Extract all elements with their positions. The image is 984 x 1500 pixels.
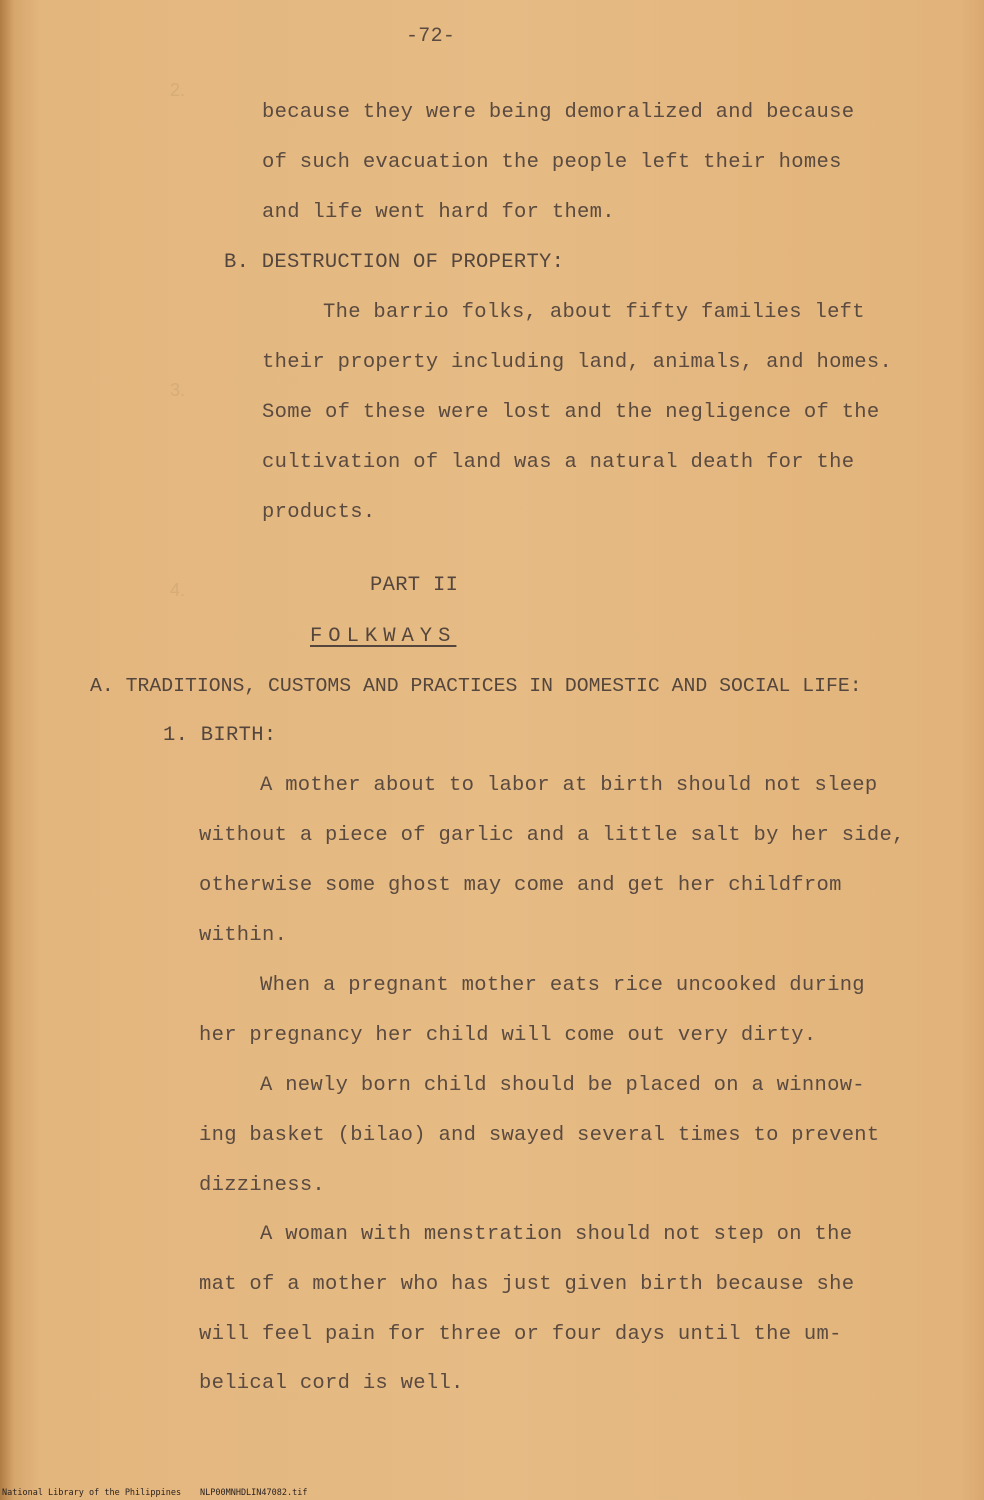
paragraph-line: When a pregnant mother eats rice uncooked during [260,974,865,997]
bleed-through-decoration: 3. [170,380,186,400]
paragraph-line: of such evacuation the people left their homes [262,151,842,174]
paragraph-line: will feel pain for three or four days until the um- [199,1323,842,1346]
paragraph-line: belical cord is well. [199,1372,464,1395]
footer-library-name: National Library of the Philippines [2,1488,182,1498]
paragraph-line: because they were being demoralized and because [262,101,855,124]
bleed-through-decoration: 2. [170,80,186,100]
footer-filename: NLP00MNHDLIN47082.tif [200,1488,308,1498]
part-title: PART II [370,574,459,597]
paragraph-line: A mother about to labor at birth should not sleep [260,774,878,797]
section-a-heading: A. TRADITIONS, CUSTOMS AND PRACTICES IN DOMESTIC AND SOCIAL LIFE: [90,675,862,697]
paragraph-line: their property including land, animals, and homes. [262,351,893,374]
birth-heading: 1. BIRTH: [163,724,277,747]
paragraph-line: ing basket (bilao) and swayed several times to prevent [199,1124,880,1147]
paragraph-line: mat of a mother who has just given birth because she [199,1273,855,1296]
paragraph-line: Some of these were lost and the negligence of the [262,401,880,424]
section-b-heading: B. DESTRUCTION OF PROPERTY: [224,251,565,274]
paragraph-line: The barrio folks, about fifty families left [323,301,865,324]
paragraph-line: A newly born child should be placed on a winnow- [260,1074,865,1097]
paragraph-line: dizziness. [199,1174,326,1197]
paragraph-line: A woman with menstration should not step on the [260,1223,853,1246]
paragraph-line: without a piece of garlic and a little salt by her side, [199,824,905,847]
paragraph-line: within. [199,924,288,947]
paragraph-line: cultivation of land was a natural death for the [262,451,855,474]
bleed-through-decoration: 4. [170,580,186,600]
paragraph-line: products. [262,501,376,524]
paragraph-line: her pregnancy her child will come out very dirty. [199,1024,817,1047]
paragraph-line: otherwise some ghost may come and get her childfrom [199,874,842,897]
paragraph-line: and life went hard for them. [262,201,615,224]
part-subtitle: FOLKWAYS [310,625,457,648]
page-number: -72- [406,25,456,48]
